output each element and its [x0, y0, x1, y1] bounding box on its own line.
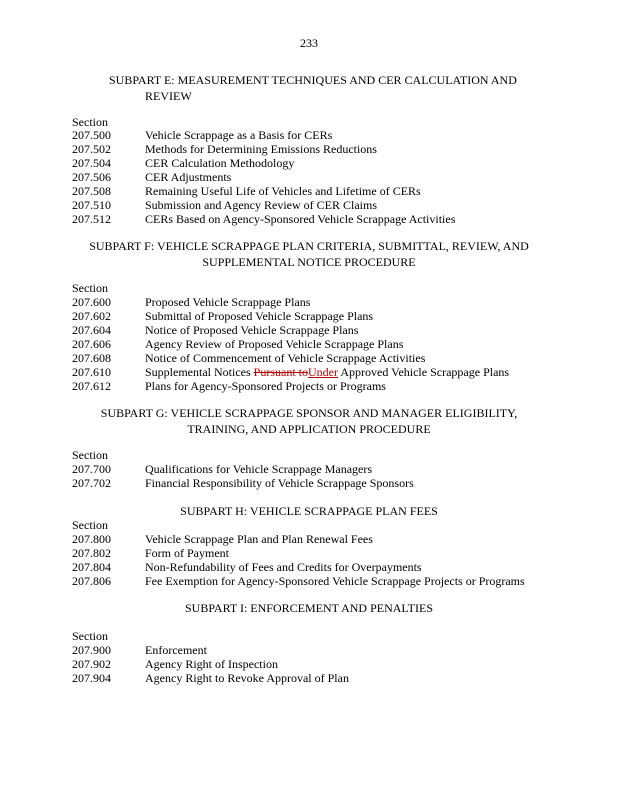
toc-row: [72, 295, 572, 309]
subpart-g-heading-line2: TRAINING, AND APPLICATION PROCEDURE: [187, 422, 431, 436]
section-title: [145, 365, 509, 380]
toc-row: [72, 574, 572, 588]
toc-row: [72, 379, 572, 393]
section-label: Section: [72, 281, 108, 295]
toc-row: [72, 184, 572, 198]
tracked-deletion: Pursuant to: [253, 365, 308, 379]
section-title: Financial Responsibility of Vehicle Scrappage Sponsors: [145, 476, 414, 490]
tracked-insertion: Under: [308, 365, 338, 379]
section-number: 207.904: [72, 671, 111, 685]
section-title: Notice of Commencement of Vehicle Scrappage Activities: [145, 351, 426, 365]
section-number: 207.602: [72, 309, 111, 323]
title-text-after: Approved Vehicle Scrappage Plans: [338, 365, 510, 379]
section-title: CER Adjustments: [145, 170, 232, 184]
toc-row: [72, 351, 572, 365]
section-number: 207.804: [72, 560, 111, 574]
section-title: Submission and Agency Review of CER Claims: [145, 198, 377, 212]
toc-row: [72, 198, 572, 212]
section-number: 207.902: [72, 657, 111, 671]
subpart-e-heading-line2: REVIEW: [145, 89, 192, 103]
section-label: Section: [72, 518, 108, 532]
section-title: Form of Payment: [145, 546, 229, 560]
section-label: Section: [72, 629, 108, 643]
section-title: Plans for Agency-Sponsored Projects or Programs: [145, 379, 386, 393]
section-number: 207.900: [72, 643, 111, 657]
section-number: 207.500: [72, 128, 111, 142]
section-title: Vehicle Scrappage Plan and Plan Renewal Fees: [145, 532, 373, 546]
section-number: 207.606: [72, 337, 111, 351]
section-number: 207.504: [72, 156, 111, 170]
subpart-h-heading-line1: SUBPART H: VEHICLE SCRAPPAGE PLAN FEES: [180, 504, 438, 518]
section-title: CERs Based on Agency-Sponsored Vehicle Scrappage Activities: [145, 212, 456, 226]
toc-row: [72, 323, 572, 337]
subpart-f-heading: [84, 238, 534, 270]
toc-row: [72, 142, 572, 156]
toc-row: [72, 128, 572, 142]
section-number: 207.610: [72, 365, 111, 379]
subpart-e-heading-line1: SUBPART E: MEASUREMENT TECHNIQUES AND CER CALCULATION AND: [109, 73, 517, 87]
subpart-i-heading: [84, 600, 534, 616]
section-label: Section: [72, 115, 108, 129]
section-title: Non-Refundability of Fees and Credits for Overpayments: [145, 560, 422, 574]
section-title: Agency Right to Revoke Approval of Plan: [145, 671, 349, 685]
section-title: Agency Right of Inspection: [145, 657, 278, 671]
subpart-g-heading-line1: SUBPART G: VEHICLE SCRAPPAGE SPONSOR AND MANAGER ELIGIBILITY,: [100, 406, 518, 420]
section-title: Proposed Vehicle Scrappage Plans: [145, 295, 311, 309]
section-number: 207.700: [72, 462, 111, 476]
section-number: 207.806: [72, 574, 111, 588]
section-title: Methods for Determining Emissions Reductions: [145, 142, 377, 156]
section-title: Fee Exemption for Agency-Sponsored Vehicle Scrappage Projects or Programs: [145, 574, 525, 588]
section-number: 207.512: [72, 212, 111, 226]
section-number: 207.604: [72, 323, 111, 337]
toc-row: [72, 337, 572, 351]
section-number: 207.800: [72, 532, 111, 546]
section-title: Qualifications for Vehicle Scrappage Managers: [145, 462, 373, 476]
toc-row: [72, 671, 572, 685]
toc-row: [72, 560, 572, 574]
toc-row: [72, 170, 572, 184]
subpart-e-heading: [109, 72, 517, 104]
section-number: 207.508: [72, 184, 111, 198]
subpart-h-heading: [84, 503, 534, 519]
toc-row: [72, 212, 572, 226]
title-text-before: Supplemental Notices: [145, 365, 254, 379]
toc-row: [72, 546, 572, 560]
section-number: 207.502: [72, 142, 111, 156]
section-number: 207.612: [72, 379, 111, 393]
section-title: Vehicle Scrappage as a Basis for CERs: [145, 128, 333, 142]
section-number: 207.802: [72, 546, 111, 560]
toc-row: [72, 309, 572, 323]
section-title: Enforcement: [145, 643, 207, 657]
toc-row: [72, 532, 572, 546]
section-title: Submittal of Proposed Vehicle Scrappage Plans: [145, 309, 374, 323]
section-number: 207.600: [72, 295, 111, 309]
subpart-i-heading-line1: SUBPART I: ENFORCEMENT AND PENALTIES: [185, 601, 433, 615]
section-title: Agency Review of Proposed Vehicle Scrappage Plans: [145, 337, 404, 351]
toc-row: [72, 657, 572, 671]
toc-row: [72, 156, 572, 170]
section-number: 207.608: [72, 351, 111, 365]
section-number: 207.702: [72, 476, 111, 490]
toc-row: [72, 476, 572, 490]
toc-row: [72, 365, 572, 379]
subpart-g-heading: [84, 405, 534, 437]
section-number: 207.506: [72, 170, 111, 184]
subpart-f-heading-line2: SUPPLEMENTAL NOTICE PROCEDURE: [202, 255, 416, 269]
toc-row: [72, 462, 572, 476]
section-title: CER Calculation Methodology: [145, 156, 295, 170]
section-number: 207.510: [72, 198, 111, 212]
section-title: Remaining Useful Life of Vehicles and Lifetime of CERs: [145, 184, 421, 198]
subpart-f-heading-line1: SUBPART F: VEHICLE SCRAPPAGE PLAN CRITERIA, SUBMITTAL, REVIEW, AND: [89, 239, 529, 253]
section-title: Notice of Proposed Vehicle Scrappage Plans: [145, 323, 359, 337]
page-number: 233: [300, 36, 318, 50]
toc-row: [72, 643, 572, 657]
section-label: Section: [72, 448, 108, 462]
